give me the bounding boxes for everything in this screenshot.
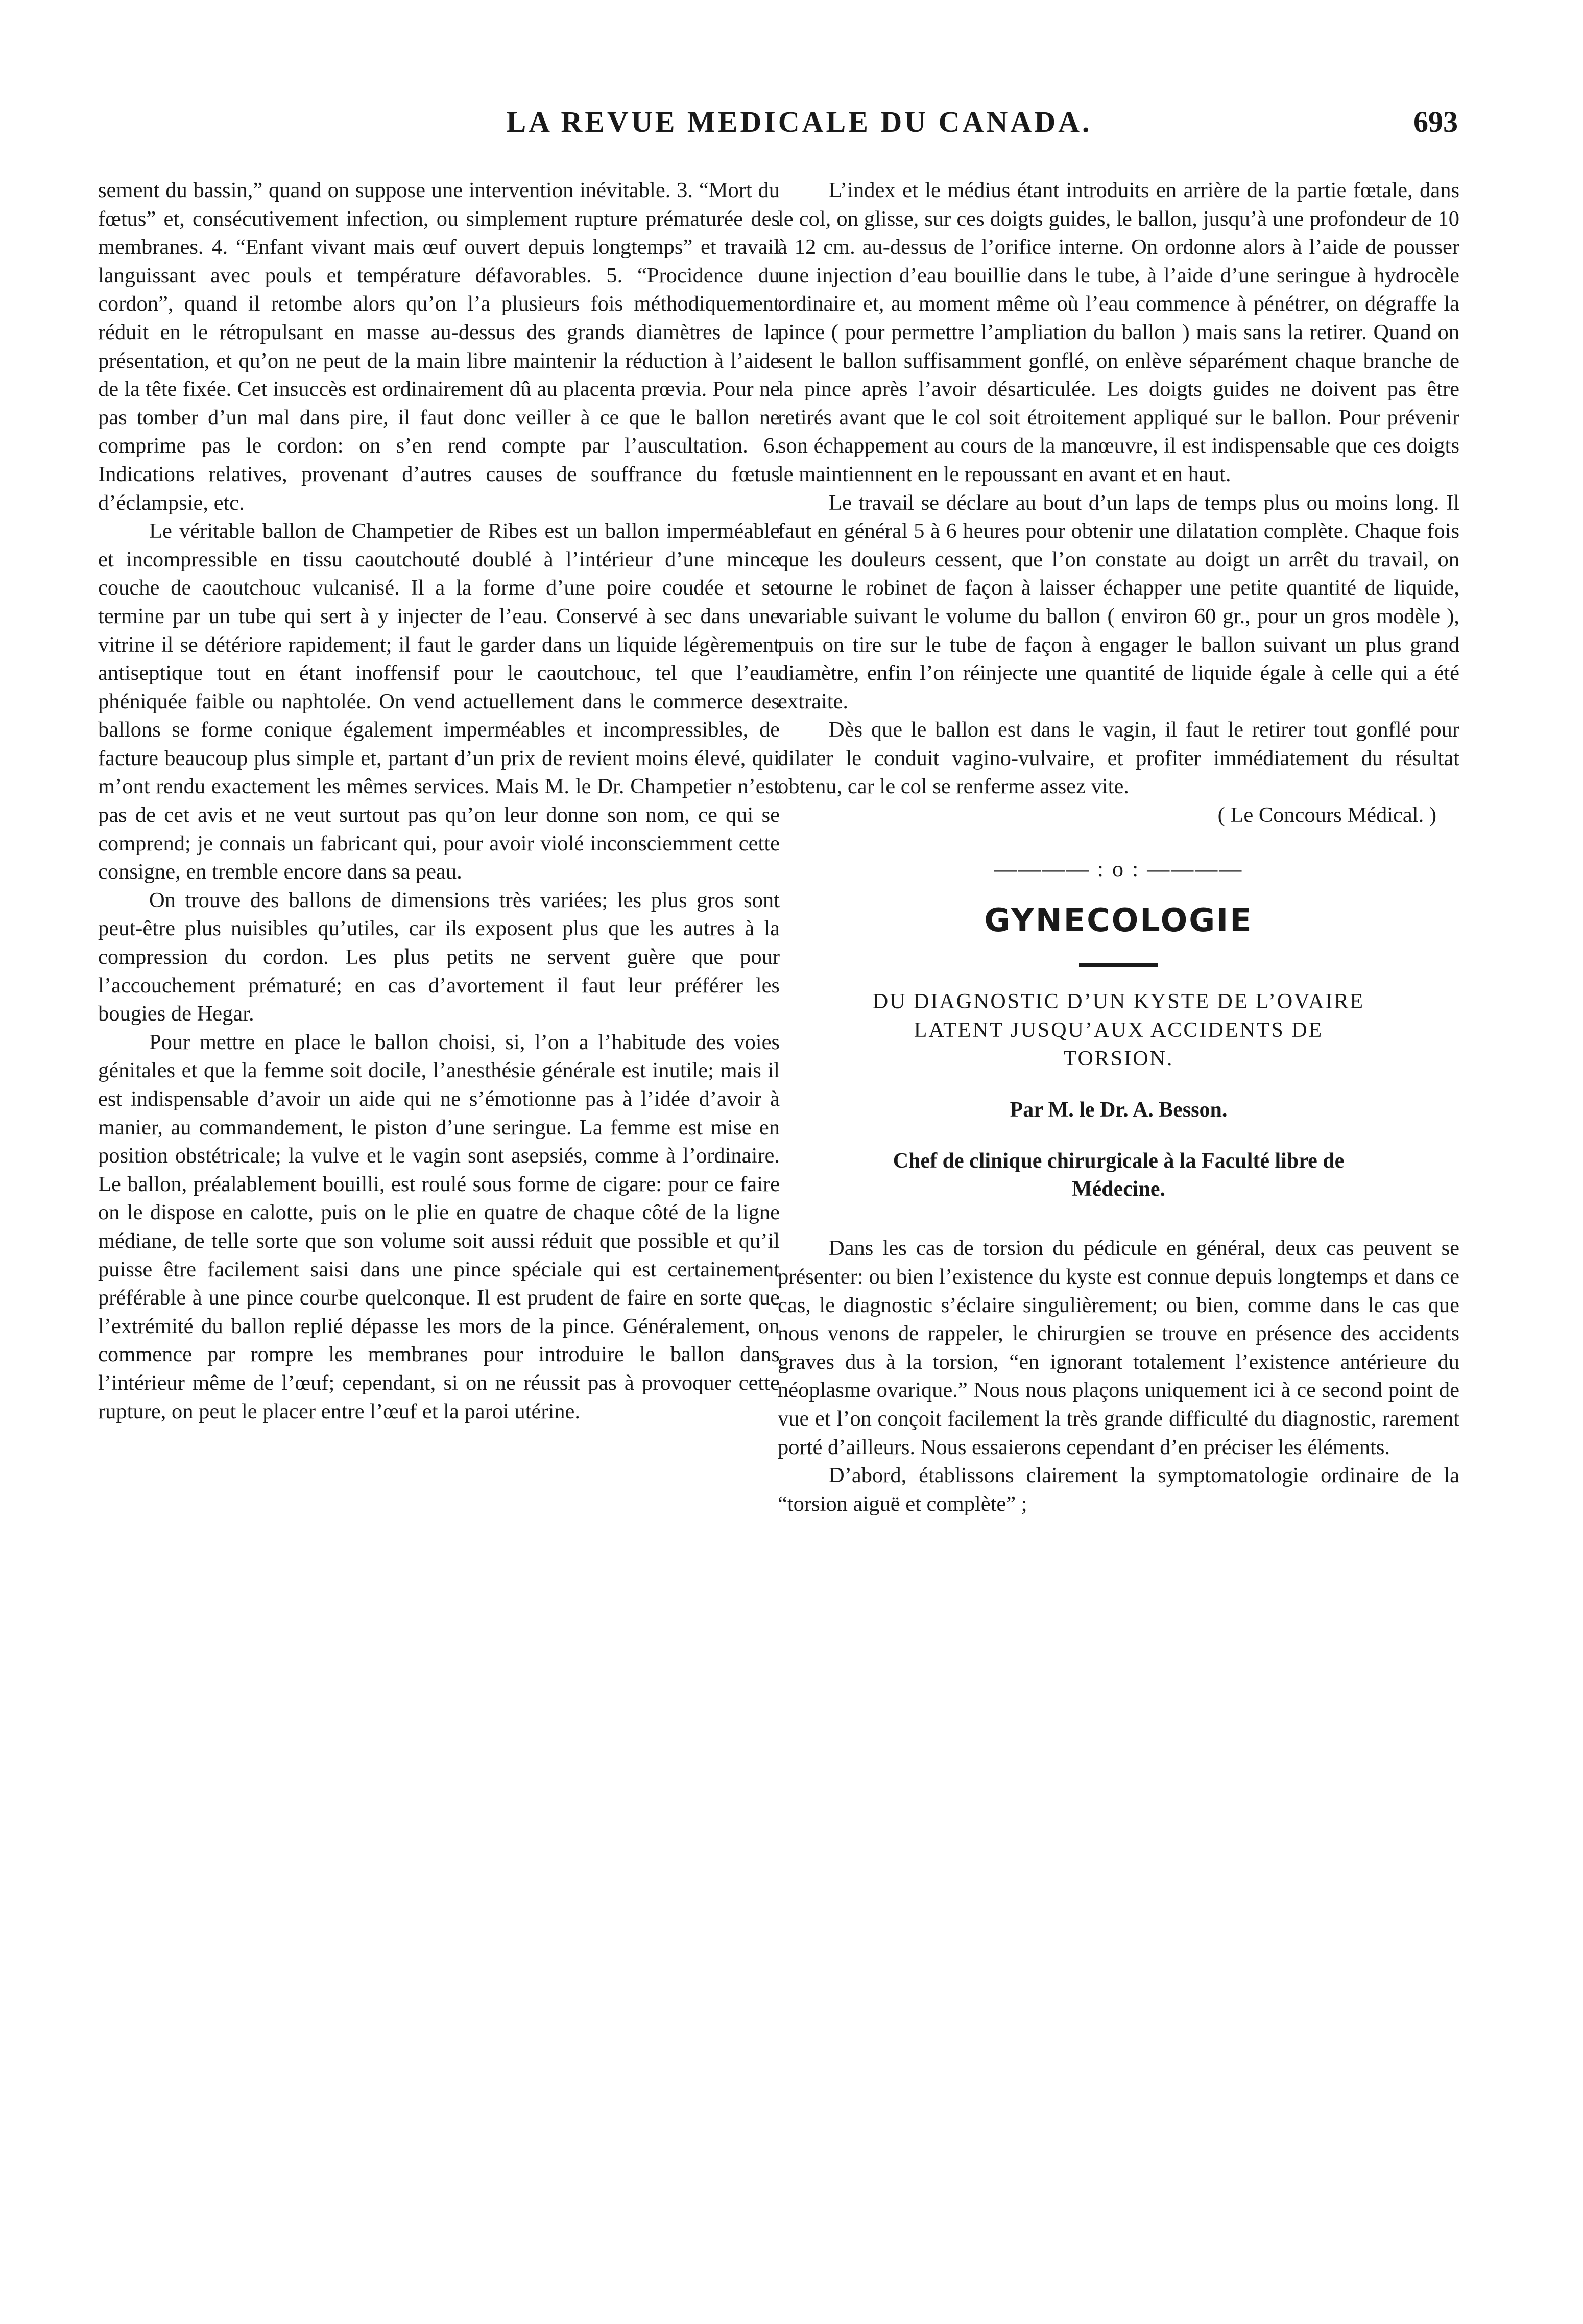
affiliation-line: Médecine. [1071, 1177, 1166, 1201]
body-paragraph: Pour mettre en place le ballon choisi, si, l’on a l’habitude des voies génitales et que la femme soit docile, l’anesthésie générale est inutile; mais il est indispensable d’avoir un aide qui ne s’émotionne pas à l’idée d’avoir à manier, au commandement, le piston d’une seringue. La femme est mise en position obstétricale; la vulve et le vagin sont asepsiés, comme à l’ordinaire. Le ballon, préalablement bouilli, est roulé sous forme de cigare: pour ce faire on le dispose en calotte, puis on le plie en quatre de chaque côté de la ligne médiane, de telle sorte que son volume soit aussi réduit que possible et qu’il puisse être facilement saisi dans une pince spéciale qui est certainement préférable à une pince courbe quelconque. Il est prudent de faire en sorte que l’extrémité du ballon replié dépasse les mors de la pince. Généralement, on commence par rompre les membranes pour introduire le ballon dans l’intérieur même de l’œuf; cependant, si on ne réussit pas à provoquer cette rupture, on peut le placer entre l’œuf et la paroi utérine. [98, 1030, 780, 1424]
article-title-line: LATENT JUSQU’AUX ACCIDENTS DE [914, 1018, 1324, 1042]
left-column [98, 176, 780, 1426]
body-paragraph: Le travail se déclare au bout d’un laps de temps plus ou moins long. Il faut en général 5 à 6 heures pour obtenir une dilatation complète. Chaque fois que les douleurs cessent, que l’on constate au doigt un arrêt du travail, on tourne le robinet de façon à laisser échapper une petite quantité de liquide, variable suivant le volume du ballon ( environ 60 gr., pour un gros modèle ), puis on tire sur le tube de façon à engager le ballon suivant un plus grand diamètre, enfin l’on réinjecte une quantité de liquide égale à celle qui a été extraite. [778, 490, 1459, 714]
body-paragraph: Le véritable ballon de Champetier de Ribes est un ballon imperméable et incompressible en tissu caoutchouté doublé à l’intérieur d’une mince couche de caoutchouc vulcanisé. Il a la forme d’une poire coudée et se termine par un tube qui sert à y injecter de l’eau. Conservé à sec dans une vitrine il se détériore rapidement; il faut le garder dans un liquide légèrement antiseptique tout en étant inoffensif pour le caoutchouc, tel que l’eau phéniquée faible ou naphtolée. On vend actuellement dans le commerce des ballons se forme conique également imperméables et incompressibles, de facture beaucoup plus simple et, partant d’un prix de revient moins élevé, qui m’ont rendu exactement les mêmes services. Mais M. le Dr. Champetier n’est pas de cet avis et ne veut surtout pas qu’on leur donne son nom, ce qui se comprend; je connais un fabricant qui, pour avoir violé inconsciemment cette consigne, en tremble encore dans sa peau. [98, 519, 780, 884]
article-title [778, 987, 1459, 1073]
affiliation-line: Chef de clinique chirurgicale à la Faculté libre de [893, 1149, 1345, 1173]
running-head-title: LA REVUE MEDICALE DU CANADA. [506, 105, 1092, 138]
body-paragraph: Dès que le ballon est dans le vagin, il faut le retirer tout gonflé pour dilater le conduit vagino-vulvaire, et profiter immédiatement du résultat obtenu, car le col se renferme assez vite. [778, 718, 1459, 799]
article-author: Par M. le Dr. A. Besson. [1010, 1098, 1228, 1122]
body-paragraph: On trouve des ballons de dimensions très variées; les plus gros sont peut-être plus nuisibles qu’utiles, car ils exposent plus que les autres à la compression du cordon. Les plus petits ne servent guère que pour l’accouchement prématuré; en cas d’avortement il faut leur préférer les bougies de Hegar. [98, 888, 780, 1026]
body-paragraph: L’index et le médius étant introduits en arrière de la partie fœtale, dans le col, on glisse, sur ces doigts guides, le ballon, jusqu’à une profondeur de 10 à 12 cm. au-dessus de l’orifice interne. On ordonne alors à l’aide de pousser une injection d’eau bouillie dans le tube, à l’aide d’une seringue à hydrocèle ordinaire et, au moment même où l’eau commence à pénétrer, on dégraffe la pince ( pour permettre l’ampliation du ballon ) mais sans la retirer. Quand on sent le ballon suffisamment gonflé, on enlève séparément chaque branche de la pince après l’avoir désarticulée. Les doigts guides ne doivent pas être retirés avant que le col soit étroitement appliqué sur le ballon. Pour prévenir son échappement au cours de la manœuvre, il est indispensable que ces doigts le maintiennent en le repoussant en avant et en haut. [778, 178, 1459, 486]
section-separator: ———— : o : ———— [994, 856, 1243, 882]
body-paragraph: sement du bassin,” quand on suppose une intervention inévitable. 3. “Mort du fœtus” et, consécutivement infection, ou simplement rupture prématurée des membranes. 4. “Enfant vivant mais œuf ouvert depuis longtemps” et travail languissant avec pouls et température défavorables. 5. “Procidence du cordon”, quand il retombe alors qu’on l’a plusieurs fois méthodiquement réduit en le rétropulsant en masse au-dessus des grands diamètres de la présentation, et qu’on ne peut de la main libre maintenir la réduction à l’aide de la tête fixée. Cet insuccès est ordinairement dû au placenta prœvia. Pour ne pas tomber d’un mal dans pire, il faut donc veiller à ce que le ballon ne comprime pas le cordon: on s’en rend compte par l’auscultation. 6. Indications relatives, provenant d’autres causes de souffrance du fœtus d’éclampsie, etc. [98, 178, 780, 515]
source-attribution: ( Le Concours Médical. ) [1217, 803, 1436, 827]
body-paragraph: D’abord, établissons clairement la symptomatologie ordinaire de la “torsion aiguë et complète” ; [778, 1463, 1459, 1516]
right-column [778, 176, 1459, 1518]
body-paragraph: Dans les cas de torsion du pédicule en général, deux cas peuvent se présenter: ou bien l’existence du kyste est connue depuis longtemps et dans ce cas, le diagnostic s’éclaire singulièrement; ou bien, comme dans le cas que nous venons de rappeler, le chirurgien se trouve en présence des accidents graves dus à la torsion, “en ignorant totalement l’existence antérieure du néoplasme ovarique.” Nous nous plaçons uniquement ici à ce second point de vue et l’on conçoit facilement la très grande difficulté du diagnostic, rarement porté d’ailleurs. Nous essaierons cependant d’en préciser les éléments. [778, 1236, 1459, 1459]
page-number: 693 [1413, 105, 1458, 138]
article-title-line: DU DIAGNOSTIC D’UN KYSTE DE L’OVAIRE [872, 989, 1365, 1013]
section-title: GYNECOLOGIE [984, 902, 1253, 939]
author-affiliation [778, 1147, 1459, 1203]
section-rule [1079, 963, 1158, 967]
article-title-line: TORSION. [1063, 1047, 1174, 1071]
